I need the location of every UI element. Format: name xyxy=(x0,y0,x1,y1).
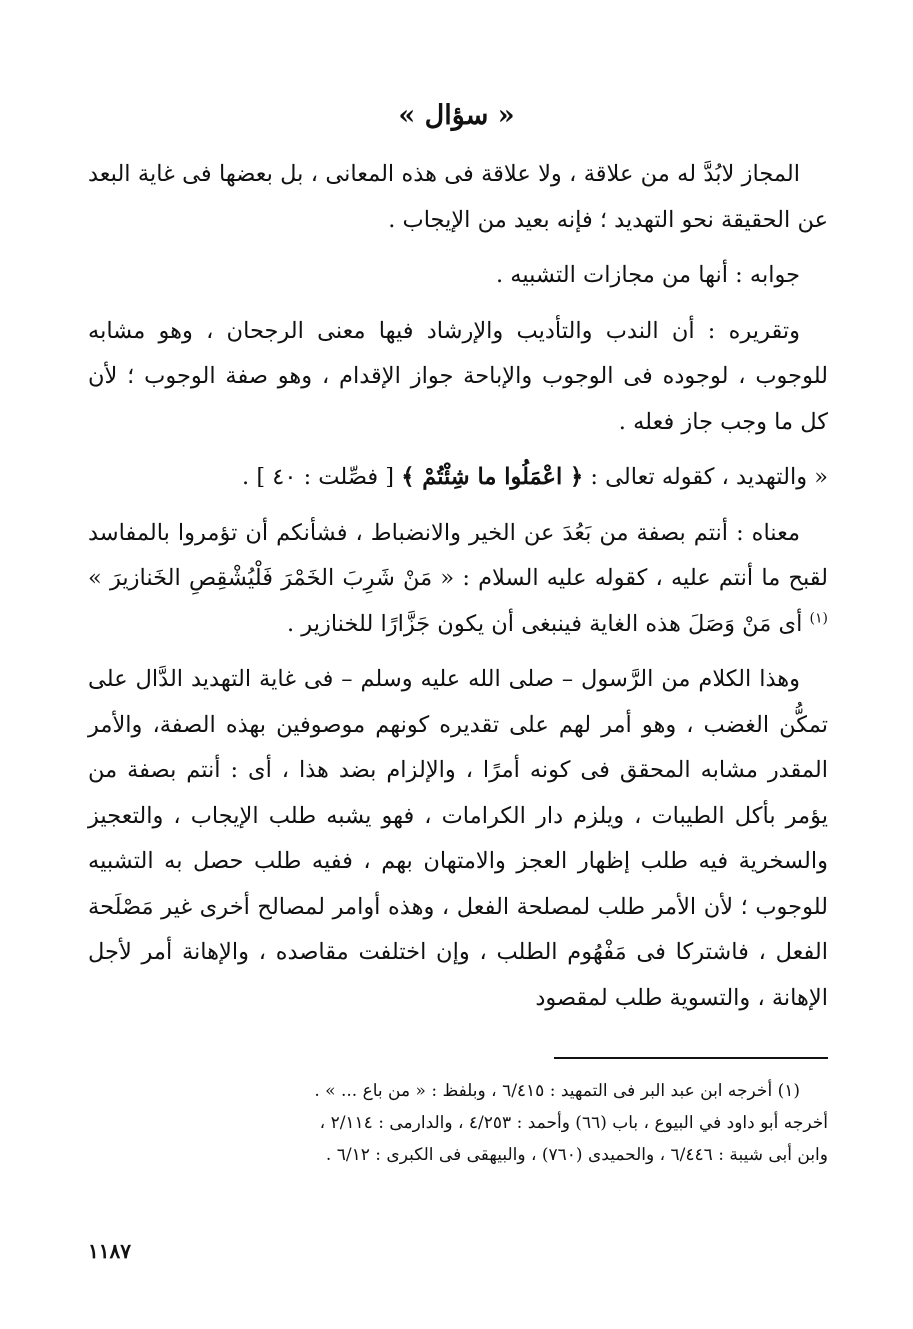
section-heading: « سؤال » xyxy=(398,100,515,131)
footnote-reference[interactable]: (١) xyxy=(809,610,828,626)
paragraph-explanation: وتقريره : أن الندب والتأديب والإرشاد فيها معنى الرجحان ، وهو مشابه للوجوب ، لوجوده فى الوجوب والإباحة جواز الإقدام ، وهو صفة الوجوب ؛ لأن كل ما وجب جاز فعله . xyxy=(88,317,828,435)
ayah-intro: « والتهديد ، كقوله تعالى : xyxy=(583,464,828,490)
footnote-line: وابن أبى شيبة : ٦/٤٤٦ ، والحميدى (٧٦٠) ، والبيهقى فى الكبرى : ٦/١٢ . xyxy=(325,1145,828,1165)
main-text xyxy=(88,152,828,1031)
page-number: ١١٨٧ xyxy=(88,1239,131,1263)
quran-verse: ﴿ اعْمَلُوا ما شِئْتُمْ ﴾ xyxy=(401,464,584,490)
footnote-line: أخرجه أبو داود في البيوع ، باب (٦٦) وأحمد : ٤/٢٥٣ ، والدارمى : ٢/١١٤ ، xyxy=(319,1113,828,1133)
surah-reference: [ فصِّلت : ٤٠ ] . xyxy=(242,464,402,490)
paragraph-hadith xyxy=(88,511,828,648)
footnote-divider xyxy=(554,1057,828,1059)
paragraph-discussion: وهذا الكلام من الرَّسول – صلى الله عليه وسلم – فى غاية التهديد الدَّال على تمكُّن الغضب ، وهو أمر لهم على تقديره كونهم موصوفين بهذه الصفة، والأمر المقدر مشابه المحقق فى كونه أمرًا ، والإلزام بضد هذا ، أى : أنتم بصفة من يؤمر بأكل الطيبات ، ويلزم دار الكرامات ، فهو يشبه طلب الإيجاب ، والتعجيز والسخرية فيه طلب إظهار العجز والامتهان بهم ، ففيه طلب حصل به التشبيه للوجوب ؛ لأن الأمر طلب لمصلحة الفعل ، وهذه أوامر لمصالح أخرى غير مَصْلَحة الفعل ، فاشتركا فى مَفْهُوم الطلب ، وإن اختلفت مقاصده ، والإهانة أمر لأجل الإهانة ، والتسوية طلب لمقصود xyxy=(88,666,828,1011)
paragraph-quran-citation xyxy=(88,455,828,501)
paragraph-question: المجاز لابُدَّ له من علاقة ، ولا علاقة فى هذه المعانى ، بل بعضها فى غاية البعد عن الحقيقة نحو التهديد ؛ فإنه بعيد من الإيجاب . xyxy=(88,161,828,233)
hadith-commentary: أى مَنْ وَصَلَ هذه الغاية فينبغى أن يكون جَزَّارًا للخنازير . xyxy=(286,610,810,637)
hadith-text: معناه : أنتم بصفة من بَعُدَ عن الخير والانضباط ، فشأنكم أن تؤمروا بالمفاسد لقبح ما أنتم عليه ، كقوله عليه السلام : « مَنْ شَرِبَ الخَمْرَ فَلْيُشْقِصِ الخَنازيرَ » xyxy=(88,519,828,591)
paragraph-answer: جوابه : أنها من مجازات التشبيه . xyxy=(495,262,800,288)
footnote-line: (١) أخرجه ابن عبد البر فى التمهيد : ٦/٤١٥ ، وبلفظ : « من باع ... » . xyxy=(314,1081,800,1101)
footnotes xyxy=(88,1075,828,1171)
